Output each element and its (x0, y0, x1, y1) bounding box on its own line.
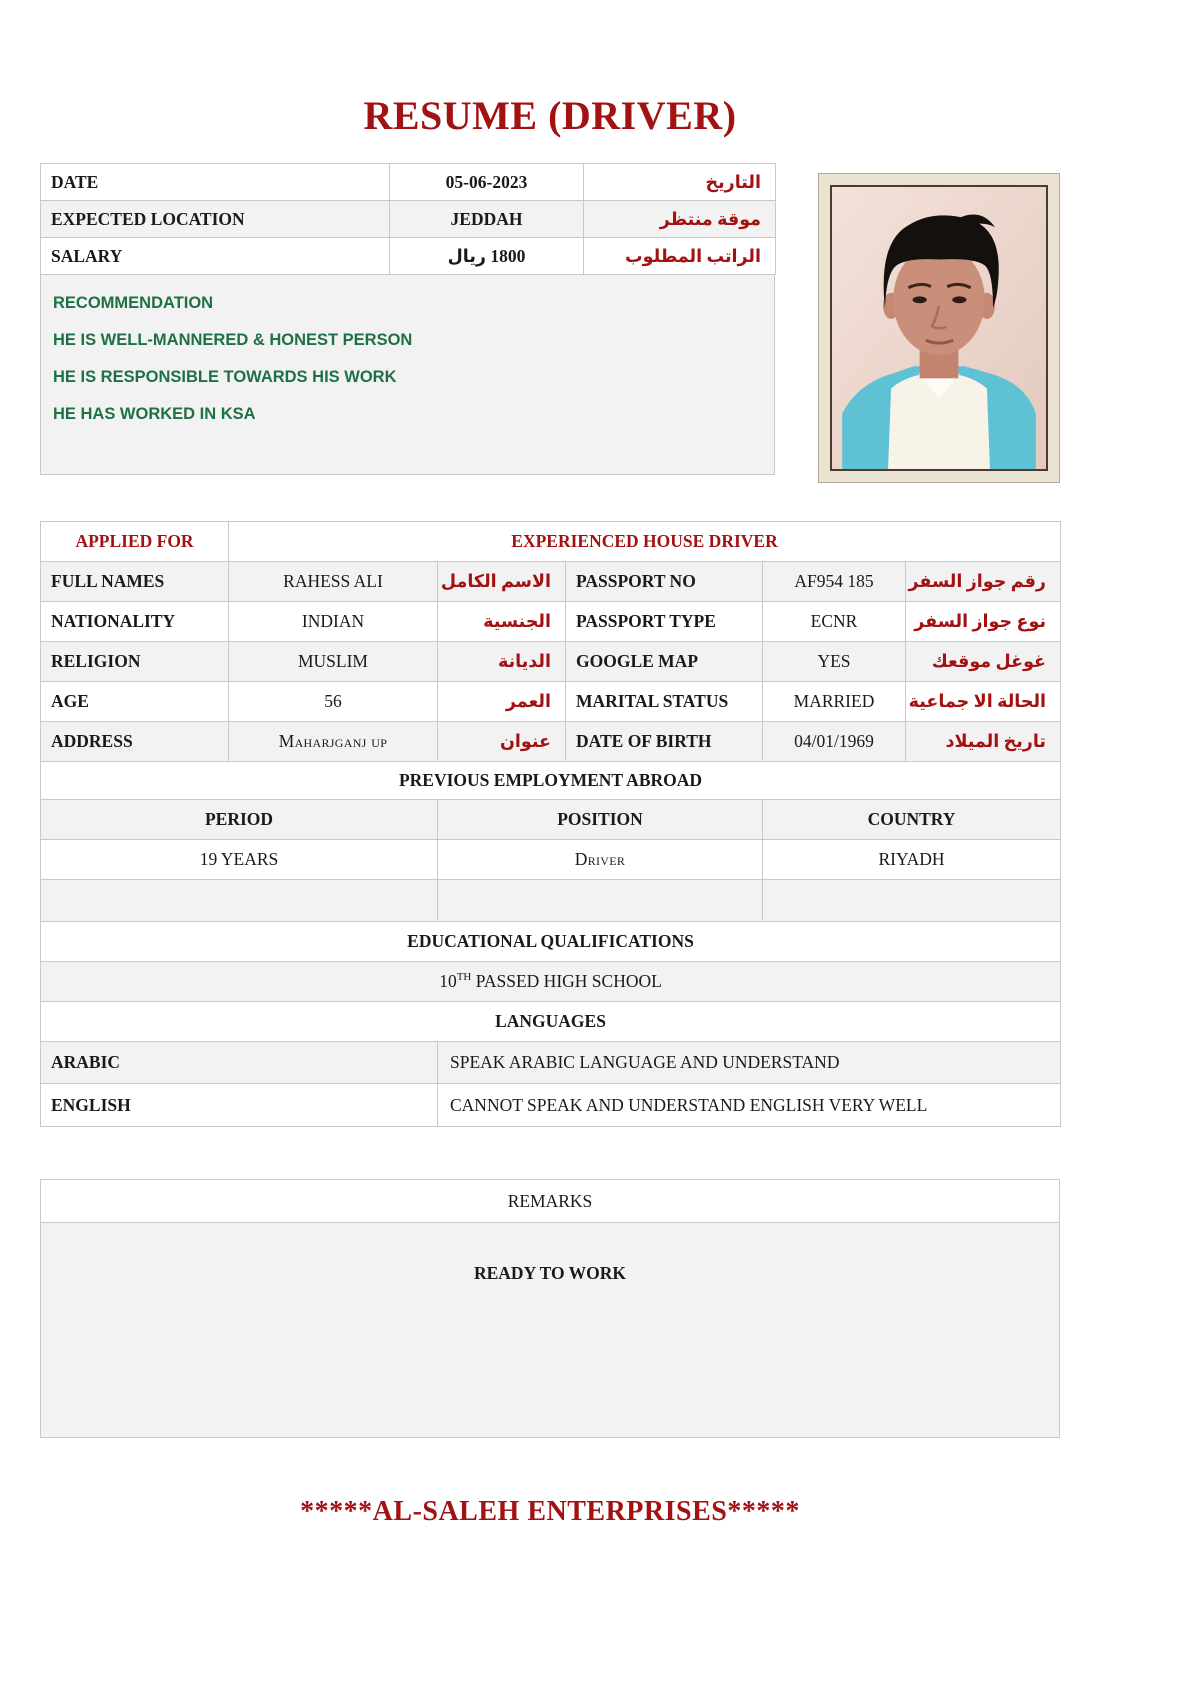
education-value-rest: PASSED HIGH SCHOOL (471, 971, 662, 991)
google-map-arabic: غوغل موقعك (906, 642, 1061, 682)
employment-position: Driver (438, 840, 763, 880)
section-header-education: EDUCATIONAL QUALIFICATIONS (41, 922, 1061, 962)
date-label: DATE (41, 164, 390, 201)
passport-no-label: PASSPORT NO (566, 562, 763, 602)
applied-for-label: APPLIED FOR (41, 522, 229, 562)
religion-arabic: الديانة (438, 642, 566, 682)
english-language-value: CANNOT SPEAK AND UNDERSTAND ENGLISH VERY WELL (438, 1084, 1061, 1127)
location-value: JEDDAH (390, 201, 584, 238)
passport-type-label: PASSPORT TYPE (566, 602, 763, 642)
remarks-header: REMARKS (41, 1180, 1060, 1223)
employment-period: 19 YEARS (41, 840, 438, 880)
applied-for-row (41, 522, 1061, 562)
remarks-value: READY TO WORK (41, 1223, 1060, 1438)
recommendation-line-3: HE HAS WORKED IN KSA (53, 405, 256, 423)
nationality-value: INDIAN (229, 602, 438, 642)
employment-empty-row (41, 880, 1061, 922)
age-arabic: العمر (438, 682, 566, 722)
marital-status-arabic: الحالة الا جماعية (906, 682, 1061, 722)
english-language-label: ENGLISH (41, 1084, 438, 1127)
employment-country: RIYADH (763, 840, 1061, 880)
salary-value: 1800 ريال (390, 238, 584, 275)
info-row-salary (41, 238, 776, 275)
religion-value: MUSLIM (229, 642, 438, 682)
detail-row-religion-map (41, 642, 1061, 682)
education-value-row (41, 962, 1061, 1002)
address-value: Maharjganj up (229, 722, 438, 762)
remarks-header-row (41, 1180, 1060, 1223)
marital-status-value: MARRIED (763, 682, 906, 722)
recommendation-title: RECOMMENDATION (53, 294, 214, 312)
full-names-label: FULL NAMES (41, 562, 229, 602)
employment-country-empty (763, 880, 1061, 922)
info-row-date (41, 164, 776, 201)
salary-label: SALARY (41, 238, 390, 275)
detail-row-nationality-passtype (41, 602, 1061, 642)
google-map-label: GOOGLE MAP (566, 642, 763, 682)
passport-type-value: ECNR (763, 602, 906, 642)
address-label: ADDRESS (41, 722, 229, 762)
info-row-location (41, 201, 776, 238)
dob-value: 04/01/1969 (763, 722, 906, 762)
recommendation-line-1: HE IS WELL-MANNERED & HONEST PERSON (53, 331, 413, 349)
column-header-position: POSITION (438, 800, 763, 840)
language-row-english (41, 1084, 1061, 1127)
remarks-value-row (41, 1223, 1060, 1438)
education-header-row (41, 922, 1061, 962)
education-value (41, 962, 1061, 1002)
date-arabic-label: التاريخ (584, 164, 776, 201)
address-arabic: عنوان (438, 722, 566, 762)
employment-period-empty (41, 880, 438, 922)
top-section (40, 163, 1060, 483)
recommendation-box (40, 275, 775, 475)
detail-row-address-dob (41, 722, 1061, 762)
passport-type-arabic: نوع جواز السفر (906, 602, 1061, 642)
employment-header-row (41, 762, 1061, 800)
person-illustration (832, 187, 1046, 469)
detail-row-age-marital (41, 682, 1061, 722)
languages-header-row (41, 1002, 1061, 1042)
section-header-employment: PREVIOUS EMPLOYMENT ABROAD (41, 762, 1061, 800)
photo-inner-border (830, 185, 1048, 471)
info-section (40, 163, 775, 475)
full-names-arabic: الاسم الكامل (438, 562, 566, 602)
religion-label: RELIGION (41, 642, 229, 682)
marital-status-label: MARITAL STATUS (566, 682, 763, 722)
employment-columns-row (41, 800, 1061, 840)
column-header-country: COUNTRY (763, 800, 1061, 840)
dob-label: DATE OF BIRTH (566, 722, 763, 762)
employment-position-empty (438, 880, 763, 922)
location-arabic-label: موقة منتظر (584, 201, 776, 238)
details-table (40, 521, 1061, 1127)
remarks-table (40, 1179, 1060, 1438)
language-row-arabic (41, 1042, 1061, 1084)
applicant-photo (818, 173, 1060, 483)
column-header-period: PERIOD (41, 800, 438, 840)
arabic-language-label: ARABIC (41, 1042, 438, 1084)
dob-arabic: تاريخ الميلاد (906, 722, 1061, 762)
full-names-value: RAHESS ALI (229, 562, 438, 602)
employment-data-row (41, 840, 1061, 880)
recommendation-line-2: HE IS RESPONSIBLE TOWARDS HIS WORK (53, 368, 397, 386)
detail-row-names-passport (41, 562, 1061, 602)
info-table (40, 163, 776, 275)
page-title: RESUME (DRIVER) (363, 93, 737, 138)
nationality-arabic: الجنسية (438, 602, 566, 642)
education-value-ordinal: TH (456, 971, 472, 984)
section-header-languages: LANGUAGES (41, 1002, 1061, 1042)
age-label: AGE (41, 682, 229, 722)
education-value-base: 10 (439, 971, 457, 991)
passport-no-arabic: رقم جواز السفر (906, 562, 1061, 602)
nationality-label: NATIONALITY (41, 602, 229, 642)
applied-for-value: EXPERIENCED HOUSE DRIVER (229, 522, 1061, 562)
age-value: 56 (229, 682, 438, 722)
date-value: 05-06-2023 (390, 164, 584, 201)
arabic-language-value: SPEAK ARABIC LANGUAGE AND UNDERSTAND (438, 1042, 1061, 1084)
salary-arabic-label: الراتب المطلوب (584, 238, 776, 275)
passport-no-value: AF954 185 (763, 562, 906, 602)
location-label: EXPECTED LOCATION (41, 201, 390, 238)
footer-company-name: *****AL-SALEH ENTERPRISES***** (300, 1496, 800, 1527)
google-map-value: YES (763, 642, 906, 682)
